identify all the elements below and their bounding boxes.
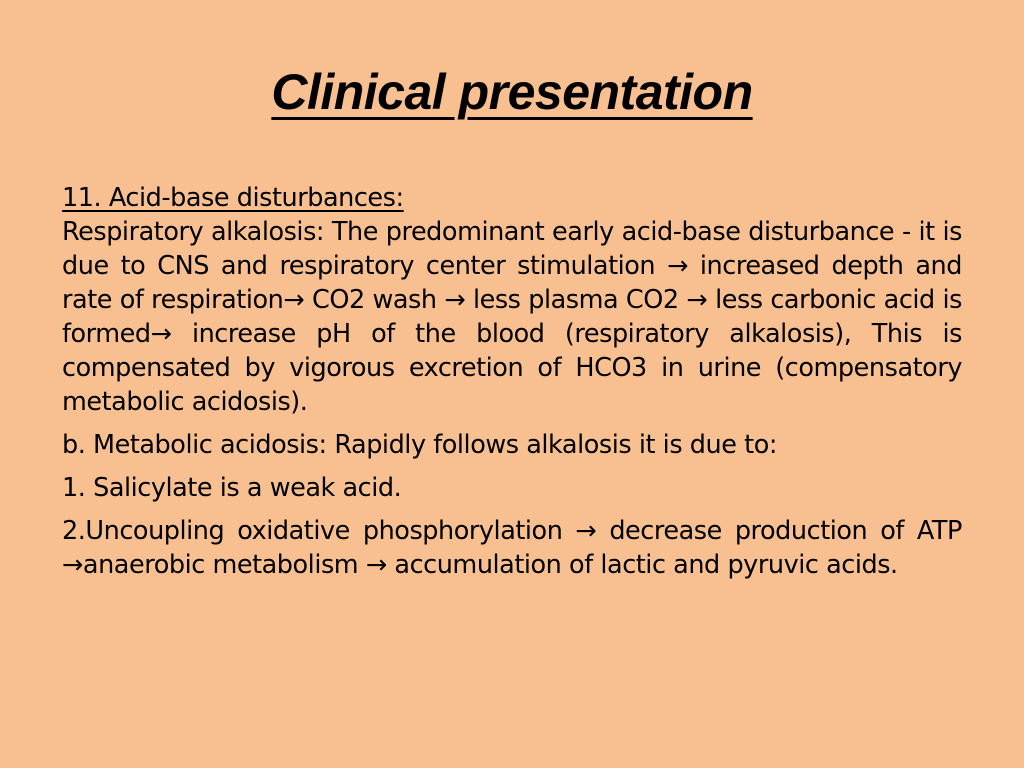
paragraph-salicylate: 1. Salicylate is a weak acid.	[62, 473, 402, 503]
paragraph-respiratory-alkalosis: Respiratory alkalosis: The predominant early acid-base disturbance - it is due to CNS and respiratory center stimulation → increased depth and rate of respiration→ CO2 wash → less plasma CO2 → less carbonic acid is formed→ increase pH of the blood (respiratory alkalosis), This is compensated by vigorous excretion of HCO3 in urine (compensatory metabolic acidosis).	[62, 217, 962, 417]
slide-body	[62, 181, 962, 582]
paragraph-metabolic-acidosis: b. Metabolic acidosis: Rapidly follows alkalosis it is due to:	[62, 430, 777, 460]
slide-title-text: Clinical presentation	[271, 64, 753, 120]
paragraph-uncoupling: 2.Uncoupling oxidative phosphorylation → decrease production of ATP →anaerobic metabolism → accumulation of lactic and pyruvic acids.	[62, 516, 962, 580]
section-heading: 11. Acid-base disturbances:	[62, 183, 404, 213]
slide-title	[0, 62, 1024, 122]
